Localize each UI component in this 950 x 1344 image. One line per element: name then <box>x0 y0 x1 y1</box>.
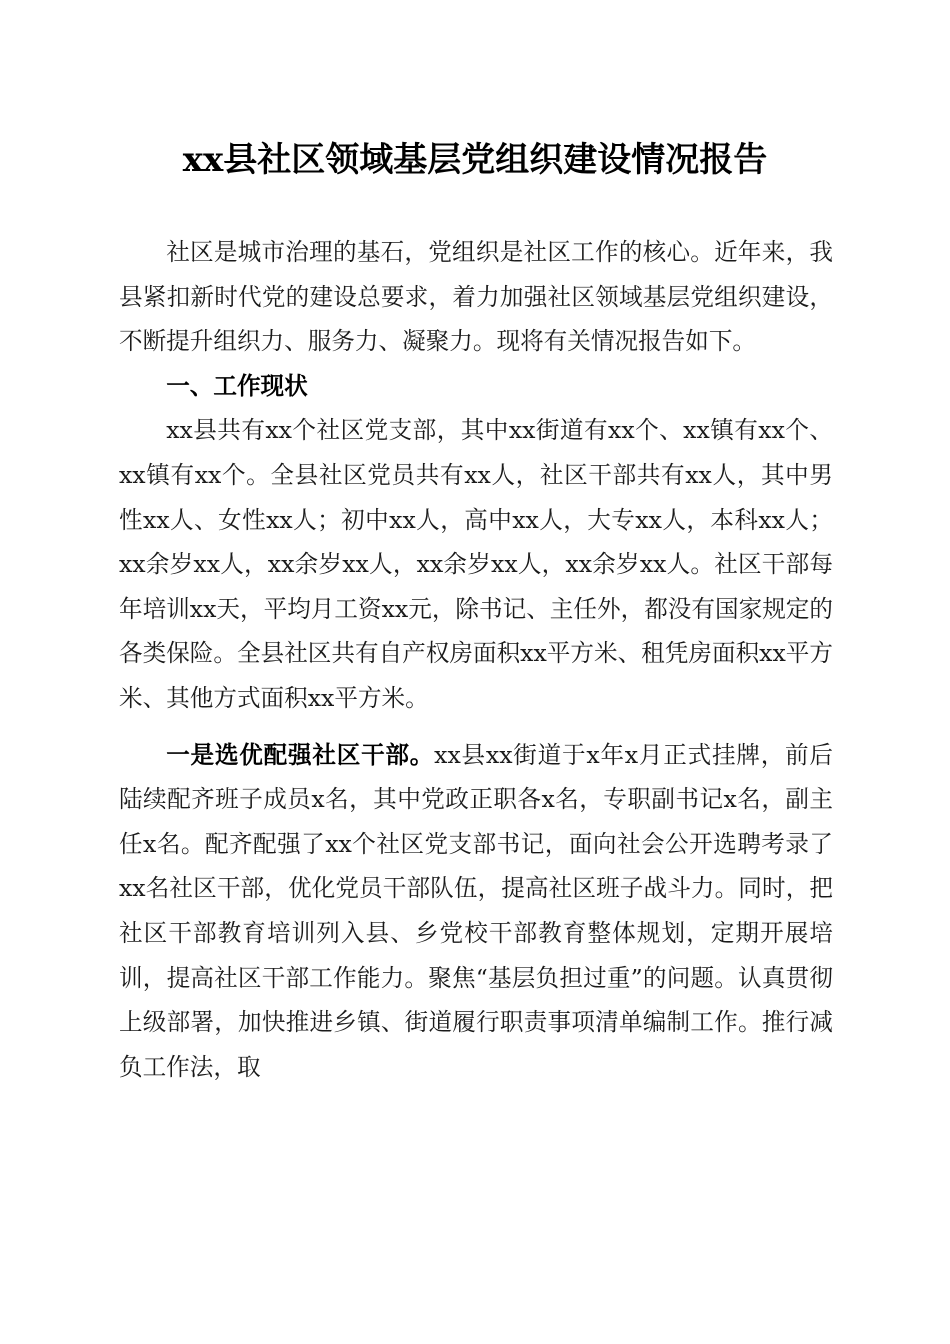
document-body <box>119 230 833 1089</box>
document-title: xx县社区领域基层党组织建设情况报告 <box>182 140 768 180</box>
intro-paragraph: 社区是城市治理的基石，党组织是社区工作的核心。近年来，我县紧扣新时代党的建设总要求，着力加强社区领域基层党组织建设，不断提升组织力、服务力、凝聚力。现将有关情况报告如下。 <box>119 238 833 356</box>
paragraph-lead-phrase: 一是选优配强社区干部。 <box>166 740 435 769</box>
section-heading-work-status: 一、工作现状 <box>166 371 308 400</box>
cadre-paragraph <box>119 733 833 1090</box>
paragraph-body-text: xx县xx街道于x年x月正式挂牌，前后陆续配齐班子成员x名，其中党政正职各x名，专职副书记x名，副主任x名。配齐配强了xx个社区党支部书记，面向社会公开选聘考录了xx名社区干部，优化党员干部队伍，提高社区班子战斗力。同时，把社区干部教育培训列入县、乡党校干部教育整体规划，定期开展培训，提高社区干部工作能力。聚焦“基层负担过重”的问题。认真贯彻上级部署，加快推进乡镇、街道履行职责事项清单编制工作。推行减负工作法，取 <box>119 740 834 1081</box>
work-status-paragraph: xx县共有xx个社区党支部，其中xx街道有xx个、xx镇有xx个、xx镇有xx个。全县社区党员共有xx人，社区干部共有xx人，其中男性xx人、女性xx人；初中xx人，高中xx人，大专xx人，本科xx人；xx余岁xx人，xx余岁xx人，xx余岁xx人，xx余岁xx人。社区干部每年培训xx天，平均月工资xx元，除书记、主任外，都没有国家规定的各类保险。全县社区共有自产权房面积xx平方米、租凭房面积xx平方米、其他方式面积xx平方米。 <box>119 416 833 712</box>
